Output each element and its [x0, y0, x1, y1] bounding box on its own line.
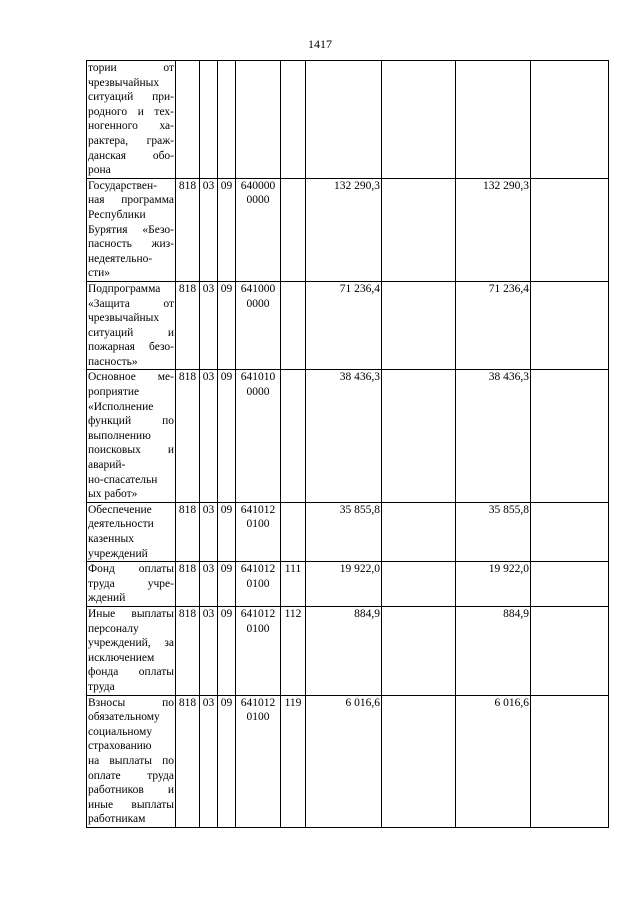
table-body: [87, 61, 609, 828]
row-name-line: работникам: [88, 813, 146, 826]
target-article-line: 641012: [240, 696, 276, 709]
ministry-code-cell: [176, 61, 200, 179]
row-name-line: поисковых и: [88, 444, 174, 457]
row-name-line: роприятие: [88, 386, 140, 399]
row-name-line: персоналу: [88, 622, 139, 635]
row-name-line: Государствен-: [88, 179, 157, 192]
subsection-code-cell: 09: [218, 178, 236, 281]
section-code-cell: 03: [200, 281, 218, 370]
row-name-line: ногенного ха-: [88, 120, 174, 133]
row-name-line: фонда оплаты: [88, 666, 174, 679]
total-cell: 71 236,4: [456, 281, 531, 370]
target-article-line: 641012: [240, 563, 276, 576]
total-cell: 19 922,0: [456, 562, 531, 607]
amount-col-b-cell: [382, 178, 456, 281]
target-article-cell: [236, 61, 281, 179]
row-name-line: чрезвычайных: [88, 312, 160, 325]
row-name-line: ситуаций и: [88, 326, 174, 339]
row-name-line: ная программа: [88, 194, 174, 207]
total-cell: 35 855,8: [456, 502, 531, 561]
section-code-cell: 03: [200, 178, 218, 281]
expense-type-cell: [281, 370, 306, 502]
total-cell: 884,9: [456, 606, 531, 695]
page-number: 1417: [308, 37, 332, 51]
row-name-line: Бурятия «Безо-: [88, 223, 174, 236]
amount-cell: 6 016,6: [306, 695, 382, 827]
target-article-line: 0000: [246, 297, 270, 310]
target-article-cell: [236, 370, 281, 502]
expense-type-cell: 112: [281, 606, 306, 695]
row-name-line: социальному: [88, 725, 153, 738]
subsection-code-cell: 09: [218, 606, 236, 695]
row-name-line: на выплаты по: [88, 754, 174, 767]
row-name-line: ых работ»: [88, 488, 138, 501]
table-row: [87, 502, 609, 561]
row-name-line: работников и: [88, 784, 174, 797]
subsection-code-cell: 09: [218, 370, 236, 502]
amount-cell: 38 436,3: [306, 370, 382, 502]
subsection-code-cell: [218, 61, 236, 179]
target-article-line: 641010: [240, 371, 276, 384]
target-article-line: 0100: [246, 518, 270, 531]
amount-col-b-cell: [382, 606, 456, 695]
target-article-line: 640000: [240, 179, 276, 192]
target-article-line: 0100: [246, 577, 270, 590]
row-name-line: труда учре-: [88, 577, 174, 590]
row-name-line: учреждений: [88, 547, 148, 560]
table-row: [87, 370, 609, 502]
subsection-code-cell: 09: [218, 562, 236, 607]
row-name-line: учреждений, за: [88, 637, 174, 650]
row-name-cell: [87, 61, 176, 179]
amount-col-d-cell: [531, 281, 609, 370]
row-name-line: рона: [88, 164, 111, 177]
ministry-code-cell: 818: [176, 606, 200, 695]
amount-col-d-cell: [531, 178, 609, 281]
amount-col-b-cell: [382, 281, 456, 370]
ministry-code-cell: 818: [176, 502, 200, 561]
row-name-line: Фонд оплаты: [88, 563, 174, 576]
row-name-line: аварий-: [88, 459, 126, 472]
ministry-code-cell: 818: [176, 178, 200, 281]
table-row: [87, 606, 609, 695]
expense-type-cell: 111: [281, 562, 306, 607]
amount-cell: 132 290,3: [306, 178, 382, 281]
row-name-line: оплате труда: [88, 769, 174, 782]
row-name-cell: [87, 695, 176, 827]
amount-col-b-cell: [382, 370, 456, 502]
row-name-line: Республики: [88, 208, 146, 221]
total-cell: [456, 61, 531, 179]
target-article-line: 0000: [246, 194, 270, 207]
amount-cell: 35 855,8: [306, 502, 382, 561]
ministry-code-cell: 818: [176, 370, 200, 502]
amount-col-d-cell: [531, 370, 609, 502]
ministry-code-cell: 818: [176, 281, 200, 370]
row-name-line: тории от: [88, 62, 174, 74]
subsection-code-cell: 09: [218, 281, 236, 370]
row-name-line: данская обо-: [88, 149, 174, 162]
budget-table: [86, 60, 609, 828]
total-cell: 6 016,6: [456, 695, 531, 827]
target-article-line: 0000: [246, 386, 270, 399]
amount-col-d-cell: [531, 61, 609, 179]
row-name-line: Обеспечение: [88, 503, 152, 516]
row-name-line: ситуаций при-: [88, 91, 174, 104]
section-code-cell: 03: [200, 695, 218, 827]
target-article-cell: [236, 695, 281, 827]
row-name-line: Иные выплаты: [88, 607, 174, 620]
target-article-line: 641012: [240, 503, 276, 516]
expense-type-cell: [281, 61, 306, 179]
amount-col-d-cell: [531, 562, 609, 607]
target-article-cell: [236, 606, 281, 695]
row-name-line: Подпрограмма: [88, 282, 161, 295]
row-name-line: пасность жиз-: [88, 238, 174, 251]
row-name-line: Взносы по: [88, 696, 174, 709]
table-row: [87, 562, 609, 607]
subsection-code-cell: 09: [218, 502, 236, 561]
row-name-line: но-спасательн: [88, 473, 158, 486]
target-article-line: 641000: [240, 282, 276, 295]
row-name-cell: [87, 502, 176, 561]
table-row: [87, 61, 609, 179]
row-name-line: пожарная безо-: [88, 341, 174, 354]
row-name-line: сти»: [88, 267, 111, 280]
total-cell: 132 290,3: [456, 178, 531, 281]
target-article-line: 641012: [240, 607, 276, 620]
row-name-line: «Исполнение: [88, 400, 154, 413]
ministry-code-cell: 818: [176, 562, 200, 607]
row-name-line: рактера, граж-: [88, 134, 174, 147]
amount-col-b-cell: [382, 61, 456, 179]
section-code-cell: 03: [200, 370, 218, 502]
amount-cell: 71 236,4: [306, 281, 382, 370]
section-code-cell: 03: [200, 562, 218, 607]
row-name-line: исключением: [88, 651, 155, 664]
row-name-line: выполнению: [88, 429, 151, 442]
amount-col-b-cell: [382, 502, 456, 561]
row-name-cell: [87, 178, 176, 281]
target-article-line: 0100: [246, 622, 270, 635]
row-name-line: функций по: [88, 415, 174, 428]
amount-col-b-cell: [382, 562, 456, 607]
row-name-cell: [87, 281, 176, 370]
expense-type-cell: [281, 281, 306, 370]
table-row: [87, 695, 609, 827]
row-name-cell: [87, 562, 176, 607]
target-article-cell: [236, 562, 281, 607]
row-name-line: чрезвычайных: [88, 76, 160, 89]
row-name-line: деятельности: [88, 518, 154, 531]
row-name-line: родного и тех-: [88, 105, 174, 118]
target-article-cell: [236, 178, 281, 281]
amount-cell: 19 922,0: [306, 562, 382, 607]
ministry-code-cell: 818: [176, 695, 200, 827]
amount-col-d-cell: [531, 606, 609, 695]
amount-cell: 884,9: [306, 606, 382, 695]
row-name-line: пасность»: [88, 355, 138, 368]
target-article-cell: [236, 502, 281, 561]
table-row: [87, 281, 609, 370]
amount-col-b-cell: [382, 695, 456, 827]
row-name-line: труда: [88, 680, 115, 693]
expense-type-cell: 119: [281, 695, 306, 827]
amount-col-d-cell: [531, 502, 609, 561]
table-row: [87, 178, 609, 281]
row-name-line: казенных: [88, 533, 134, 545]
row-name-line: обязательному: [88, 711, 160, 724]
row-name-line: иные выплаты: [88, 798, 174, 811]
row-name-cell: [87, 606, 176, 695]
expense-type-cell: [281, 502, 306, 561]
target-article-line: 0100: [246, 711, 270, 724]
subsection-code-cell: 09: [218, 695, 236, 827]
row-name-line: страхованию: [88, 740, 152, 753]
target-article-cell: [236, 281, 281, 370]
expense-type-cell: [281, 178, 306, 281]
row-name-line: ждений: [88, 592, 126, 605]
row-name-line: Основное ме-: [88, 371, 174, 384]
row-name-line: «Защита от: [88, 297, 174, 310]
amount-col-d-cell: [531, 695, 609, 827]
total-cell: 38 436,3: [456, 370, 531, 502]
section-code-cell: [200, 61, 218, 179]
row-name-line: недеятельно-: [88, 252, 153, 265]
row-name-cell: [87, 370, 176, 502]
amount-cell: [306, 61, 382, 179]
section-code-cell: 03: [200, 606, 218, 695]
section-code-cell: 03: [200, 502, 218, 561]
